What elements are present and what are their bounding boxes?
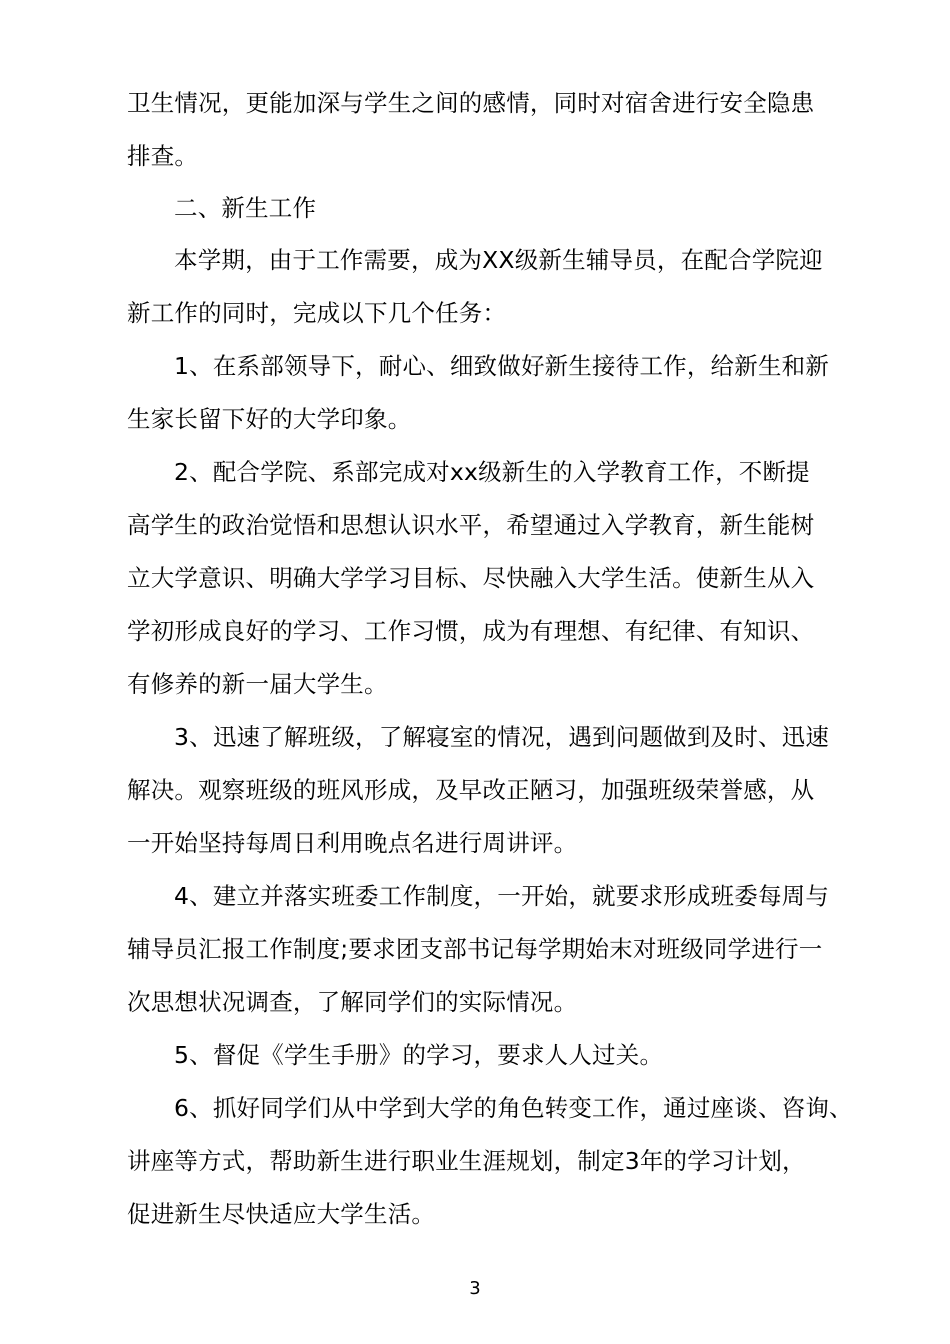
list-item-4: 4、建立并落实班委工作制度，一开始，就要求形成班委每周与 [174,882,830,910]
list-item-3: 3、迅速了解班级，了解寝室的情况，遇到问题做到及时、迅速 [174,723,830,751]
list-item-5: 5、督促《学生手册》的学习，要求人人过关。 [174,1041,664,1069]
body-line: 新工作的同时，完成以下几个任务： [127,299,507,327]
body-line: 一开始坚持每周日利用晚点名进行周讲评。 [127,829,578,857]
body-line: 学初形成良好的学习、工作习惯，成为有理想、有纪律、有知识、 [127,617,815,645]
list-item-2: 2、配合学院、系部完成对xx级新生的入学教育工作，不断提 [174,458,810,486]
body-line: 有修养的新一届大学生。 [127,670,388,698]
section-heading: 二、新生工作 [174,194,317,222]
body-line: 立大学意识、明确大学学习目标、尽快融入大学生活。使新生从入 [127,564,815,592]
body-line: 促进新生尽快适应大学生活。 [127,1200,436,1228]
body-line: 辅导员汇报工作制度;要求团支部书记每学期始末对班级同学进行一 [127,935,823,963]
body-line: 排查。 [127,142,199,170]
list-item-1: 1、在系部领导下，耐心、细致做好新生接待工作，给新生和新 [174,352,830,380]
body-line: 生家长留下好的大学印象。 [127,405,412,433]
body-line: 解决。观察班级的班风形成，及早改正陋习，加强班级荣誉感，从 [127,776,815,804]
body-line: 高学生的政治觉悟和思想认识水平，希望通过入学教育，新生能树 [127,511,815,539]
body-line: 卫生情况，更能加深与学生之间的感情，同时对宿舍进行安全隐患 [127,89,815,117]
paragraph-first-line: 本学期，由于工作需要，成为XX级新生辅导员，在配合学院迎 [174,246,823,274]
body-line: 次思想状况调查，了解同学们的实际情况。 [127,988,578,1016]
body-line: 讲座等方式，帮助新生进行职业生涯规划，制定3年的学习计划， [127,1147,806,1175]
list-item-6: 6、抓好同学们从中学到大学的角色转变工作，通过座谈、咨询、 [174,1094,853,1122]
page-number: 3 [469,1278,481,1299]
